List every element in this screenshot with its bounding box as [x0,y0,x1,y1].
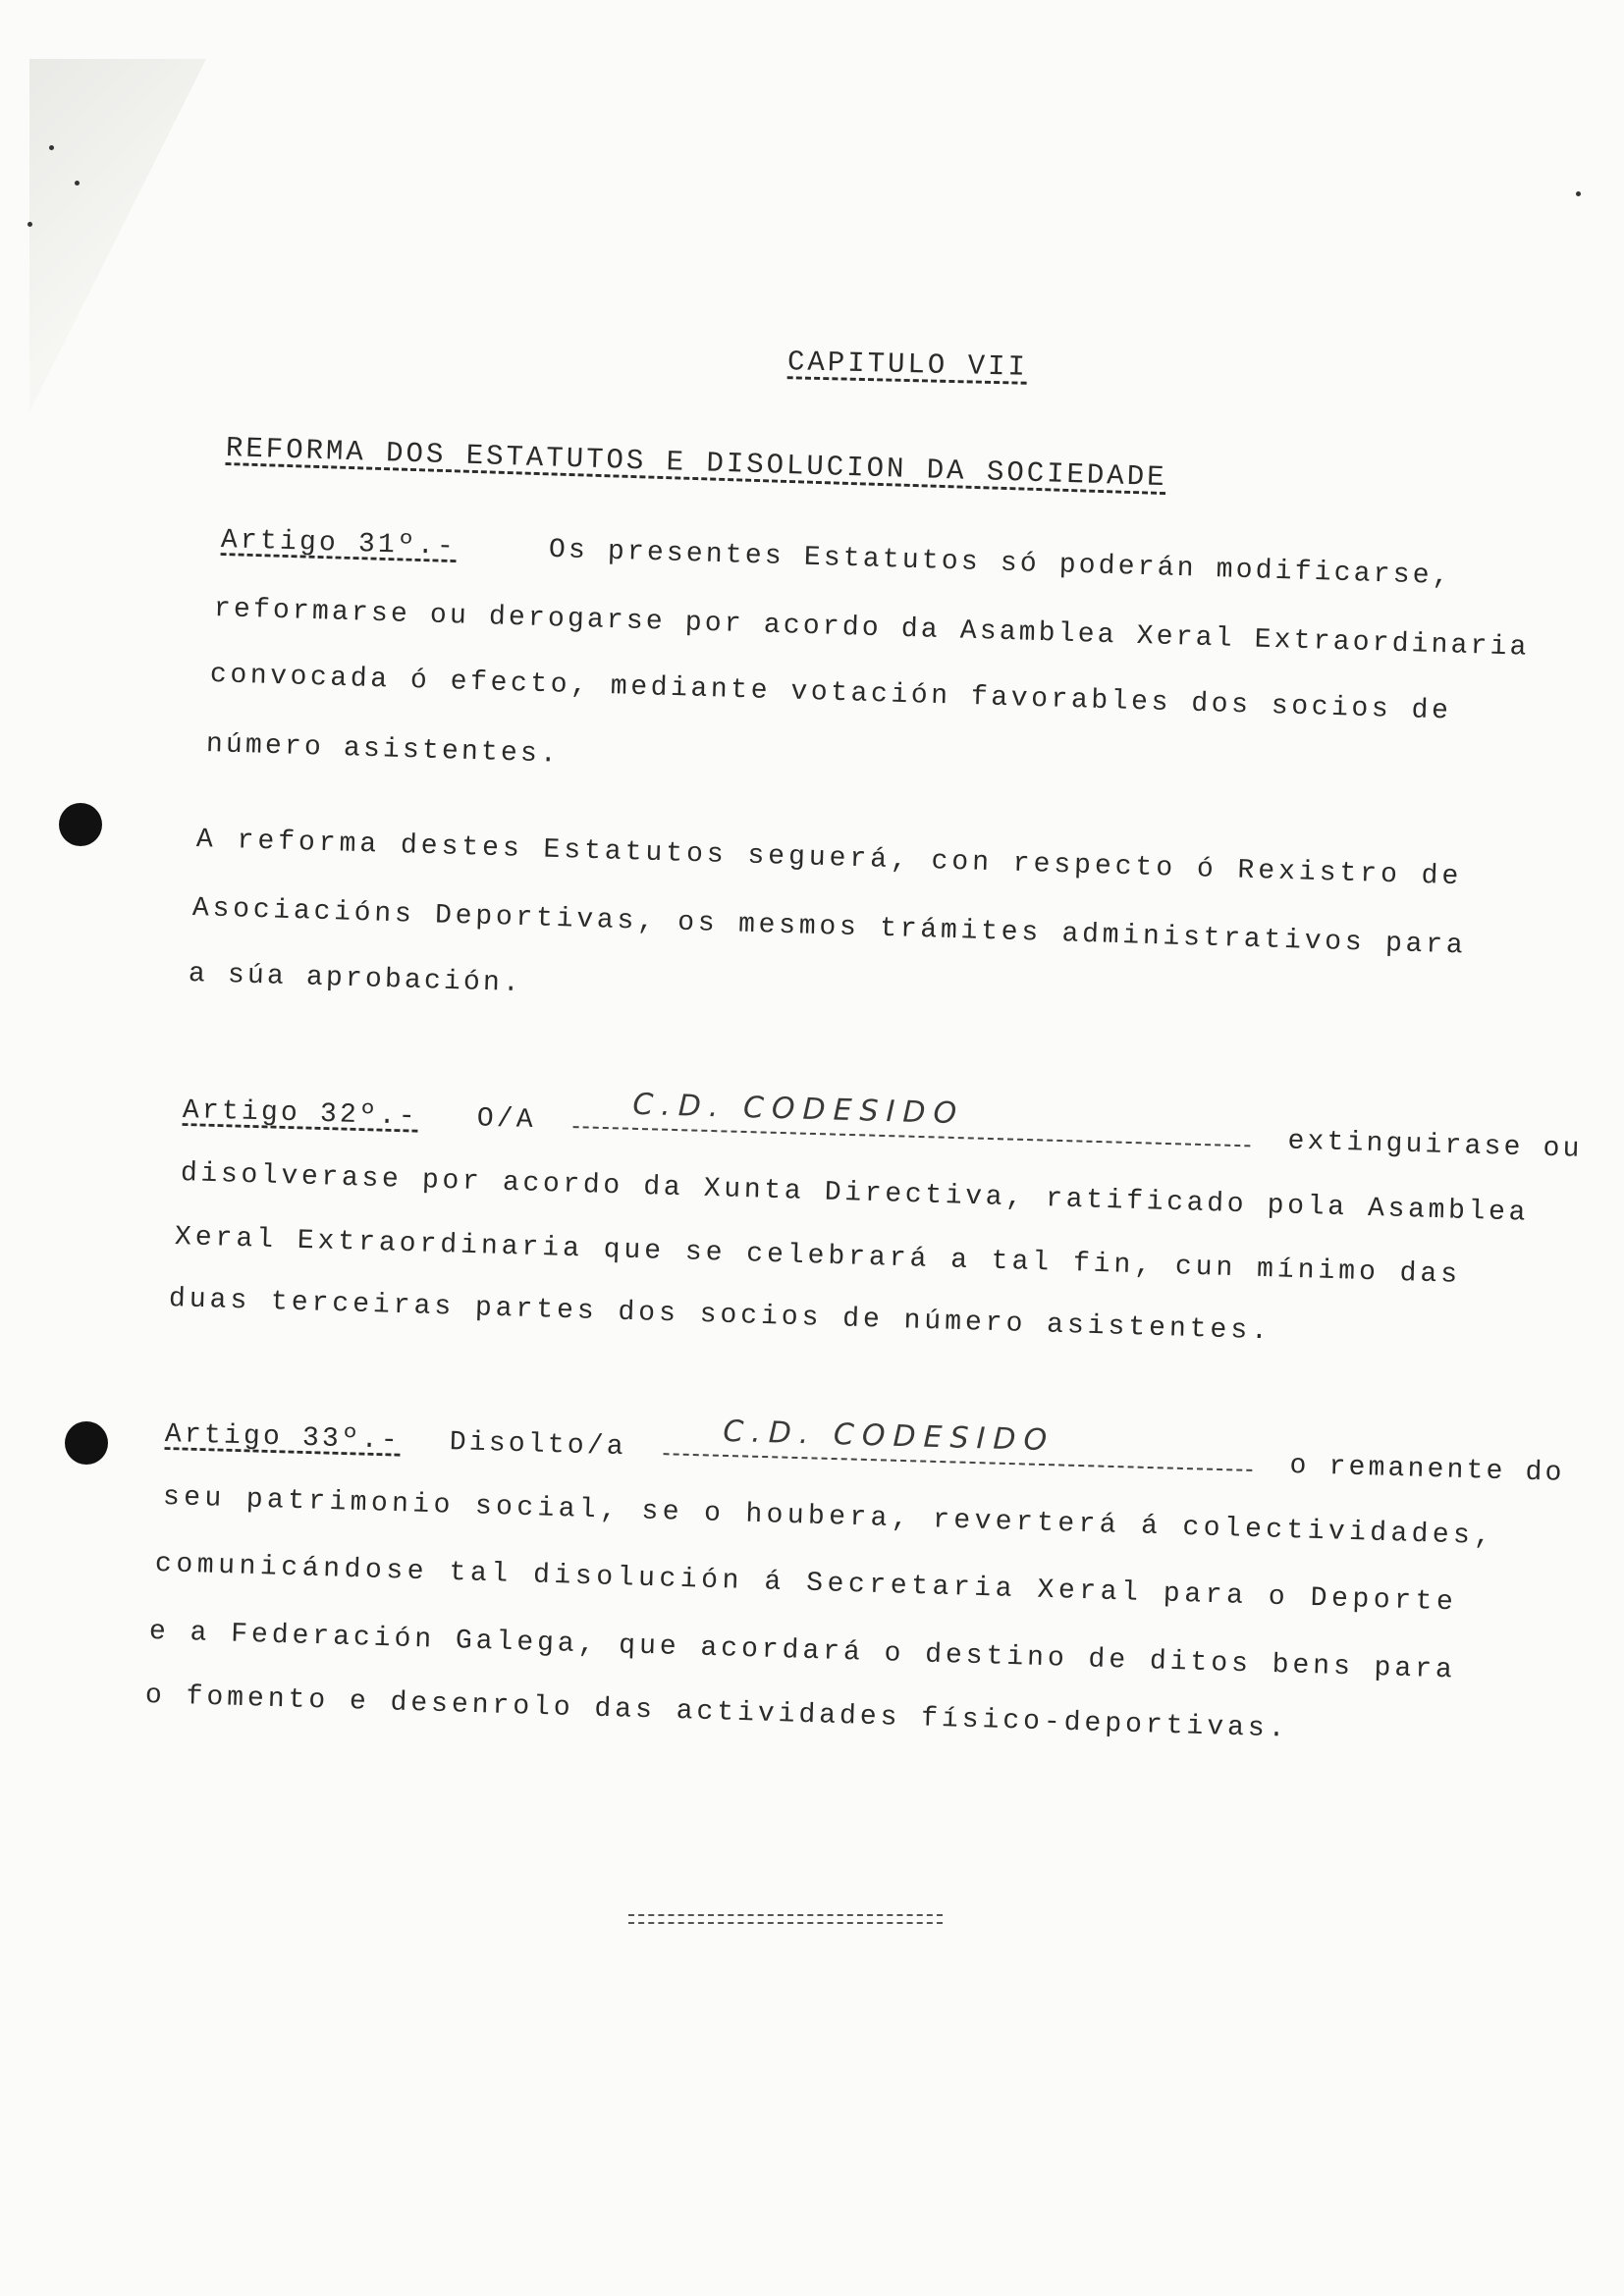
folded-corner-shadow [29,59,206,412]
art32-suffix: extinguirase ou [1287,1126,1583,1165]
art33-label: Artigo 33º.- [164,1419,402,1457]
reform-line1: A reforma destes Estatutos seguerá, con respecto ó Rexistro de [195,825,1463,893]
art31-line4: número asistentes. [205,729,561,771]
art33-line4: e a Federación Galega, que acordará o destino de ditos bens para [148,1617,1457,1686]
art32-line2: disolverase por acordo da Xunta Directiva, ratificado pola Asamblea [180,1158,1530,1229]
speck [27,222,32,227]
end-of-chapter-rule [628,1914,943,1924]
speck [1576,191,1581,196]
handwritten-club-name: C.D. CODESIDO [722,1414,1056,1459]
art31-line1 [221,525,1453,592]
art31-label: Artigo 31º.- [220,525,458,563]
art33-prefix: Disolto/a [449,1427,627,1464]
art32-line4: duas terceiras partes dos socios de número asistentes. [168,1284,1272,1348]
art33-suffix: o remanente do [1289,1451,1565,1489]
art32-label: Artigo 32º.- [182,1095,419,1133]
club-name-field [573,1087,1252,1147]
punch-hole [65,1421,108,1465]
art32-line1 [182,1087,1583,1165]
art33-line3: comunicándose tal disolución á Secretaria Xeral para o Deporte [154,1549,1458,1619]
club-name-field [664,1414,1254,1471]
art32-line3: Xeral Extraordinaria que se celebrará a tal fin, cun mínimo das [174,1222,1462,1291]
art33-line5: o fomento e desenrolo das actividades físico-deportivas. [144,1681,1289,1745]
art31-text1: Os presentes Estatutos só poderán modificarse, [548,534,1453,593]
art31-line2: reformarse ou derogarse por acordo da Asamblea Xeral Extraordinaria [213,594,1531,664]
art31-line3: convocada ó efecto, mediante votación favorables dos socios de [209,660,1452,727]
handwritten-club-name: C.D. CODESIDO [631,1087,965,1132]
reform-line3: a súa aprobación. [188,959,523,1000]
speck [75,181,80,186]
art33-line2: seu patrimonio social, se o houbera, reverterá á colectividades, [162,1482,1495,1553]
reform-line2: Asociacións Deportivas, os mesmos trámites administrativos para [191,893,1467,962]
art32-prefix: O/A [476,1103,537,1137]
punch-hole [59,803,102,846]
section-title: REFORMA DOS ESTATUTOS E DISOLUCION DA SOCIEDADE [225,432,1167,495]
chapter-title: CAPITULO VII [786,346,1029,384]
art33-line1 [164,1414,1565,1489]
speck [49,145,54,150]
